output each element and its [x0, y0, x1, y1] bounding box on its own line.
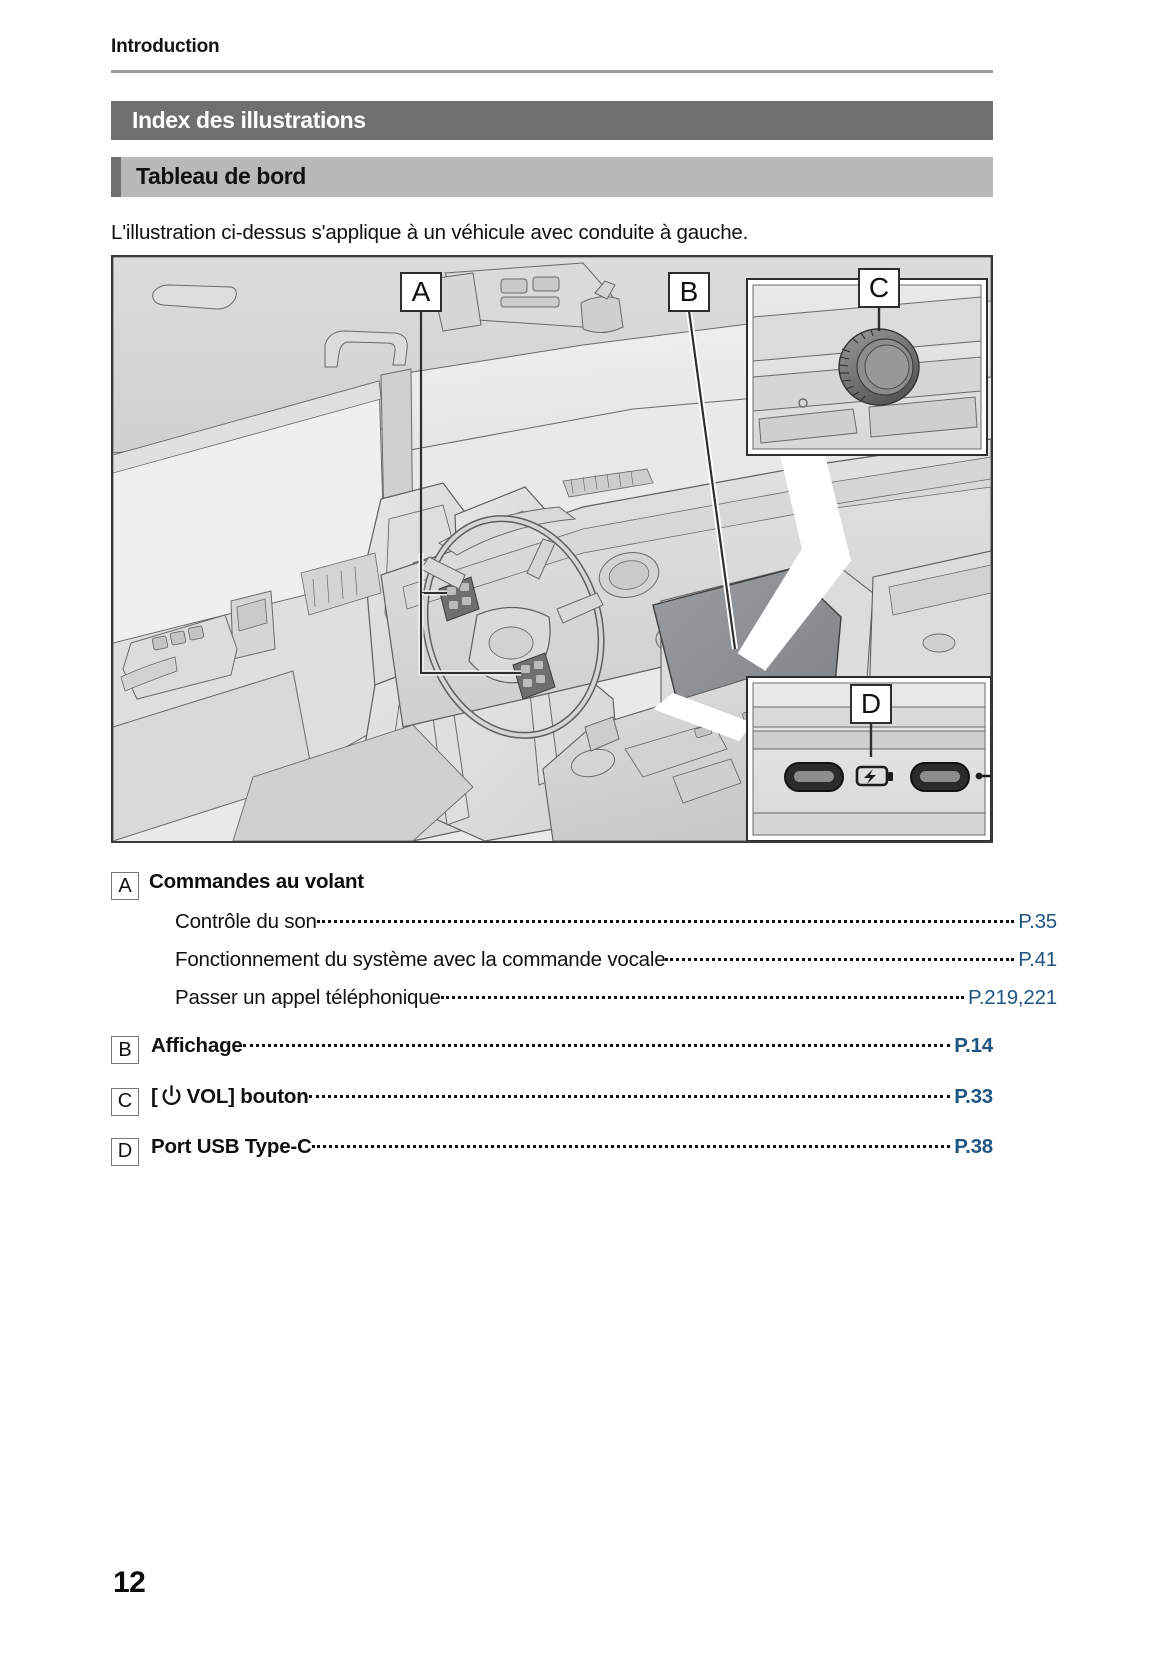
index-row-page-ref[interactable]: P.35 [1018, 910, 1057, 933]
index-row-page-ref[interactable]: P.219,221 [967, 986, 1057, 1009]
header-rule [111, 70, 993, 73]
index-row-vol-bouton[interactable] [111, 1082, 993, 1112]
index-row-label: Passer un appel téléphonique [175, 986, 441, 1009]
index-row-appel-telephonique[interactable] [111, 986, 1057, 1010]
index-row-label: Contrôle du son [175, 910, 317, 933]
power-icon [161, 1085, 182, 1106]
leader-dots [312, 1144, 951, 1148]
index-group-a-title: Commandes au volant [149, 869, 364, 893]
section-bar-secondary-label: Tableau de bord [136, 162, 306, 189]
illustration-index-list [111, 860, 1057, 1162]
leader-dots [309, 1094, 951, 1098]
leader-dots [317, 919, 1015, 923]
dashboard-illustration [111, 255, 993, 843]
section-bar-accent [111, 157, 121, 197]
index-row-page-ref[interactable]: P.14 [954, 1033, 993, 1057]
index-row-label: Fonctionnement du système avec la commande vocale [175, 948, 666, 971]
running-head: Introduction [111, 36, 220, 57]
callout-label-d: D [860, 688, 882, 719]
index-row-label: Affichage [151, 1033, 243, 1057]
section-bar-tableau-de-bord [111, 157, 993, 197]
index-row-commande-vocale[interactable] [111, 948, 1057, 972]
intro-paragraph: L'illustration ci-dessus s'applique à un véhicule avec conduite à gauche. [111, 221, 749, 244]
callout-label-c: C [868, 272, 890, 303]
index-badge-d: D [111, 1138, 139, 1166]
index-row-port-usb-type-c[interactable] [111, 1134, 993, 1162]
index-badge-c: C [111, 1088, 139, 1116]
index-group-a [111, 868, 1057, 1010]
section-bar-primary-label: Index des illustrations [132, 106, 366, 133]
index-row-page-ref[interactable]: P.41 [1018, 948, 1057, 971]
section-bar-index-des-illustrations [111, 101, 993, 140]
callout-label-b: B [679, 276, 699, 307]
index-row-controle-du-son[interactable] [111, 910, 1057, 934]
leader-dots [243, 1043, 951, 1047]
leader-dots [665, 957, 1014, 961]
dashboard-illustration-svg [113, 257, 991, 841]
index-row-label-prefix: [ [151, 1085, 158, 1108]
index-row-affichage[interactable] [111, 1032, 993, 1060]
callout-label-a: A [411, 276, 431, 307]
leader-dots [441, 995, 964, 999]
index-row-label: Port USB Type-C [151, 1135, 312, 1158]
index-row-page-ref[interactable]: P.38 [954, 1135, 993, 1158]
index-row-label-suffix: VOL] bouton [186, 1085, 309, 1108]
index-badge-b: B [111, 1036, 139, 1064]
index-badge-a: A [111, 872, 139, 900]
page-number: 12 [113, 1566, 146, 1599]
index-row-page-ref[interactable]: P.33 [954, 1085, 993, 1108]
index-group-a-header [111, 868, 993, 896]
